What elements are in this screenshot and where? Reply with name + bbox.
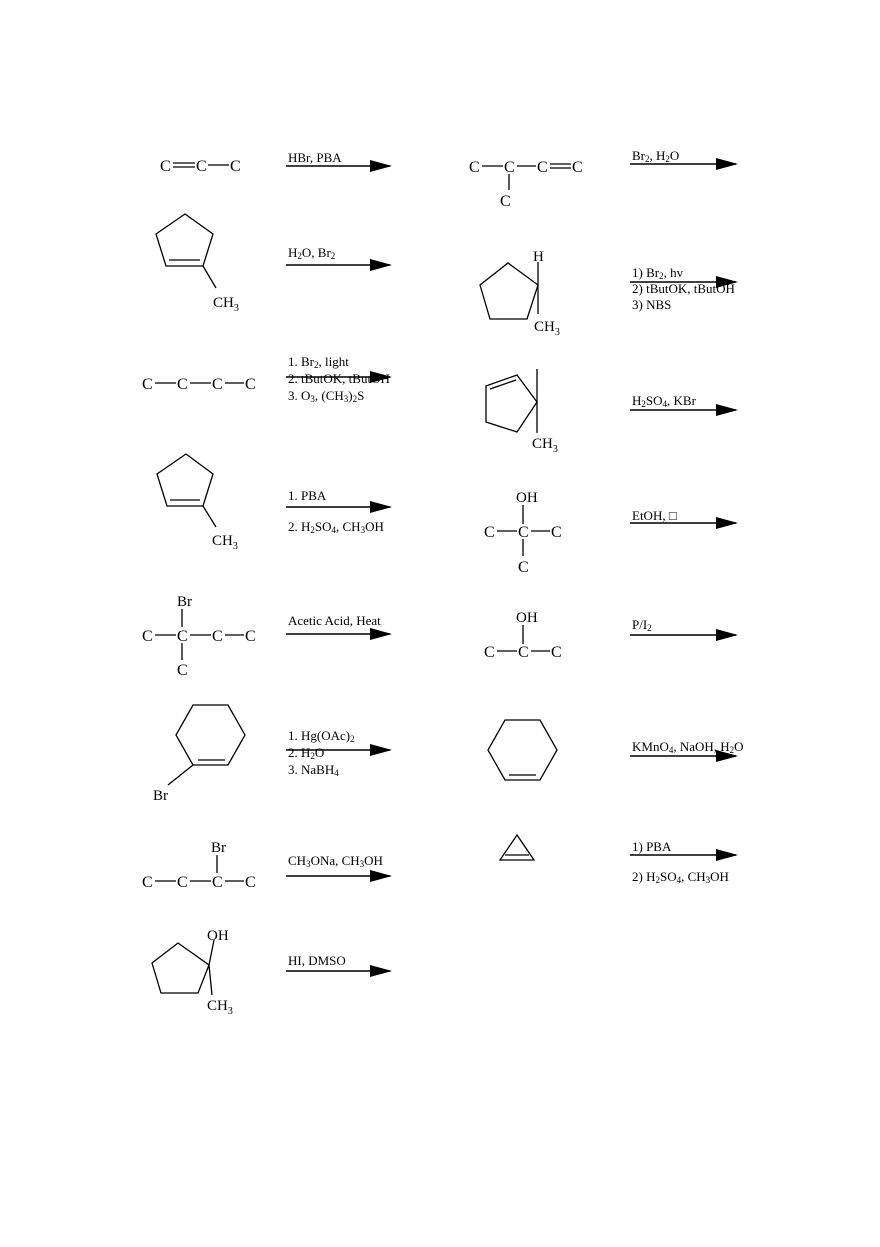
reagents-r9 — [288, 613, 381, 629]
bromine-label: Br — [177, 594, 192, 610]
reagent-line: HI, DMSO — [288, 953, 346, 968]
reagents-r8 — [632, 508, 677, 524]
atom-label: C — [518, 559, 529, 576]
atom-label: C — [212, 376, 223, 393]
hydroxyl-label: OH — [516, 610, 538, 626]
methyl-label: $CH_3$ — [207, 998, 233, 1017]
atom-label: C — [551, 644, 562, 661]
reagent-line: $CH_3ONa$, $CH_3OH$ — [288, 853, 383, 869]
methylcyclopentene-structure — [156, 214, 239, 314]
atom-label: C — [484, 644, 495, 661]
atom-label: C — [245, 376, 256, 393]
bromomethylbutane-structure — [142, 594, 256, 679]
atom-label: C — [245, 874, 256, 891]
atom-label: C — [177, 628, 188, 645]
reagents-r11 — [288, 727, 355, 778]
atom-label: C — [160, 158, 171, 175]
reagent-line: 2) tButOK, tButOH — [632, 281, 735, 296]
reagent-line: 3. $O_3$, $(CH_3)_2S$ — [288, 388, 365, 404]
methylcyclopentene-structure-2 — [157, 454, 238, 552]
reagent-line: 2. tButOK, tButOH — [288, 371, 390, 386]
reagent-line: 1) $Br_2$, hv — [632, 265, 684, 281]
hydrogen-label: H — [533, 249, 544, 265]
reagent-line: Acetic Acid, Heat — [288, 613, 381, 628]
reagent-line: $H_2O$, $Br_2$ — [288, 245, 336, 261]
bromine-label: Br — [211, 840, 226, 856]
reagent-line: $H_2SO_4$, KBr — [632, 393, 696, 409]
reagent-line: EtOH, □ — [632, 508, 677, 523]
reagent-line: $P/I_2$ — [632, 617, 652, 633]
reagent-line: HBr, PBA — [288, 150, 342, 165]
reagent-line: 3. NaBH$_4$ — [288, 762, 339, 778]
butane-structure — [142, 376, 256, 393]
methylbutene-structure — [469, 159, 583, 210]
atom-label: C — [212, 628, 223, 645]
atom-label: C — [518, 644, 529, 661]
reagent-line: KMnO$_4$, NaOH, $H_2O$ — [632, 739, 744, 755]
atom-label: C — [142, 628, 153, 645]
cyclopropene-structure — [500, 835, 534, 860]
isopropanol-structure — [484, 610, 562, 661]
reagents-r7 — [288, 480, 384, 542]
atom-label: C — [212, 874, 223, 891]
methyl-label: $CH_3$ — [534, 319, 560, 338]
methyl-label: $CH_3$ — [212, 533, 238, 552]
cyclohexene-structure — [488, 720, 557, 780]
hydroxyl-label: OH — [207, 928, 229, 944]
reagents-r5 — [288, 353, 390, 404]
tert-butanol-structure — [484, 490, 562, 576]
reagent-line: 1. $Br_2$, light — [288, 354, 349, 370]
propene-structure — [160, 158, 241, 175]
reagent-line: 2. $H_2O$ — [288, 745, 325, 761]
atom-label: C — [177, 874, 188, 891]
reagents-r12 — [632, 739, 744, 755]
atom-label: C — [572, 159, 583, 176]
methyl-label: $CH_3$ — [213, 295, 239, 314]
reagent-line: 1. $Hg(OAc)_2$ — [288, 728, 355, 744]
atom-label: C — [142, 874, 153, 891]
reagent-line: 1. PBA — [288, 488, 327, 503]
reagents-r15 — [288, 953, 346, 969]
reagents-r14 — [632, 832, 729, 892]
atom-label: C — [500, 193, 511, 210]
atom-label: C — [142, 376, 153, 393]
reagent-line: 2. $H_2SO_4$, $CH_3OH$ — [288, 519, 384, 535]
methylcyclopentane-structure — [480, 249, 560, 338]
bromobutane-structure — [142, 840, 256, 891]
methylcyclopentanol-structure — [152, 928, 233, 1017]
atom-label: C — [196, 158, 207, 175]
atom-label: C — [484, 524, 495, 541]
atom-label: C — [469, 159, 480, 176]
reagent-line: 2) $H_2SO_4$, $CH_3OH$ — [632, 869, 729, 885]
atom-label: C — [537, 159, 548, 176]
reagents-r10 — [632, 617, 652, 633]
atom-label: C — [518, 524, 529, 541]
bromine-label: Br — [153, 788, 168, 804]
reagents-r6 — [632, 393, 696, 409]
reagents-r13 — [288, 853, 383, 869]
methylcyclopentene-quaternary-structure — [486, 369, 558, 455]
reagents-r3 — [288, 245, 335, 261]
atom-label: C — [230, 158, 241, 175]
atom-label: C — [177, 376, 188, 393]
reagent-line: 1) PBA — [632, 839, 672, 854]
bromocyclohexene-structure — [153, 705, 245, 804]
reagents-r4 — [632, 265, 735, 313]
atom-label: C — [245, 628, 256, 645]
reagent-line: $Br_2$, $H_2O$ — [632, 148, 680, 164]
atom-label: C — [551, 524, 562, 541]
methyl-label: $CH_3$ — [532, 436, 558, 455]
atom-label: C — [177, 662, 188, 679]
atom-label: C — [504, 159, 515, 176]
reagent-line: 3) NBS — [632, 297, 672, 312]
hydroxyl-label: OH — [516, 490, 538, 506]
reagents-r1 — [288, 150, 342, 166]
reagents-r2 — [632, 148, 679, 164]
